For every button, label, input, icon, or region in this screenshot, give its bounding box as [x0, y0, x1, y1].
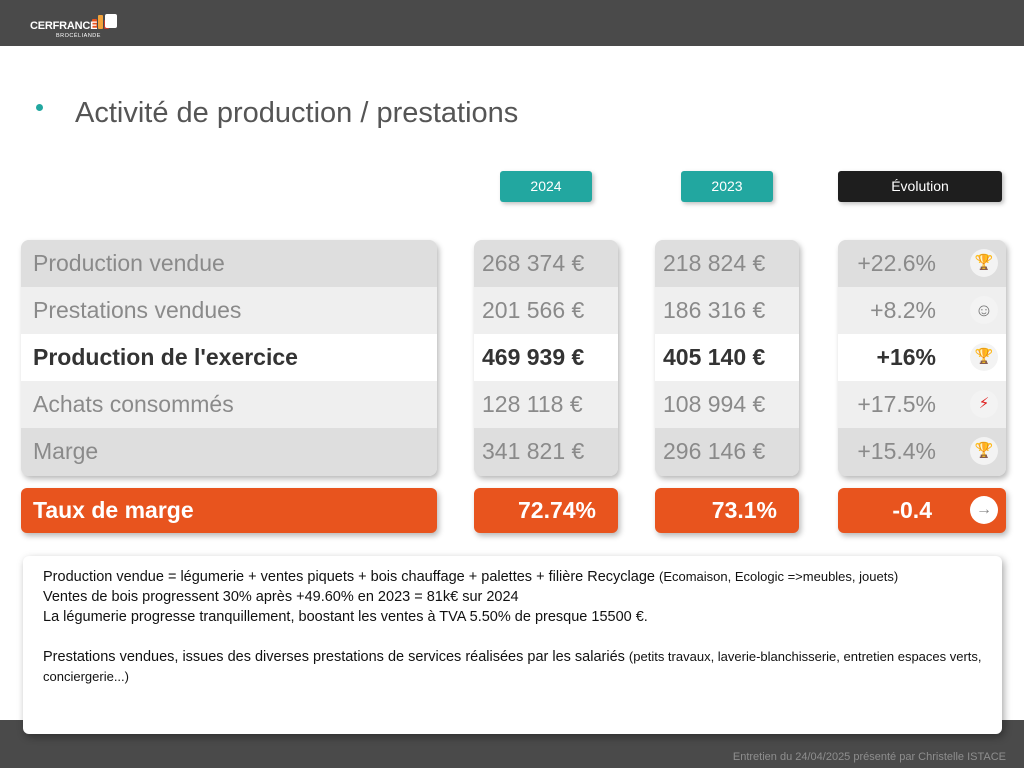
value-2024-marge: 341 821 € — [474, 428, 618, 476]
arrow-right-icon: → — [970, 496, 998, 524]
evolution-value: +15.4% — [857, 438, 936, 464]
evolution-production-vendue — [838, 240, 1006, 287]
top-bar — [0, 0, 1024, 46]
trophy-icon: 🏆 — [970, 343, 998, 371]
note-prestations-detail: (petits travaux, laverie-blanchisserie, entretien espaces verts, conciergerie...) — [43, 649, 982, 684]
footer-text: Entretien du 24/04/2025 présenté par Christelle ISTACE — [732, 751, 1006, 763]
logo-square-icon — [105, 14, 117, 28]
value-2024-production-exercice: 469 939 € — [474, 334, 618, 381]
logo-subtitle: BROCÉLIANDE — [56, 33, 101, 39]
note-recyclage-detail: (Ecomaison, Ecologic =>meubles, jouets) — [658, 569, 899, 584]
value-2023-achats-consommes: 108 994 € — [655, 381, 799, 428]
column-header-evolution: Évolution — [838, 171, 1002, 202]
value-2023-marge: 296 146 € — [655, 428, 799, 476]
bullet-icon — [36, 104, 43, 111]
evolution-prestations-vendues — [838, 287, 1006, 334]
taux-evolution-value: -0.4 — [892, 497, 932, 523]
label-achats-consommes: Achats consommés — [21, 381, 437, 428]
row-labels-column — [21, 240, 437, 476]
trophy-icon: 🏆 — [970, 249, 998, 277]
logo-bars-icon — [92, 5, 152, 29]
value-2023-production-vendue: 218 824 € — [655, 240, 799, 287]
evolution-value: +17.5% — [857, 391, 936, 417]
value-2023-prestations-vendues: 186 316 € — [655, 287, 799, 334]
evolution-value: +8.2% — [870, 297, 936, 323]
lightning-icon: ⚡ — [970, 390, 998, 418]
cerfrance-logo — [30, 5, 150, 41]
evolution-column — [838, 240, 1006, 476]
values-2023-column — [655, 240, 799, 476]
note-ventes-bois: Ventes de bois progressent 30% après +49.60% en 2023 = 81k€ sur 2024 — [43, 589, 519, 605]
taux-2023: 73.1% — [655, 488, 799, 533]
values-2024-column — [474, 240, 618, 476]
note-production-vendue: Production vendue = légumerie + ventes piquets + bois chauffage + palettes + filière Recyclage — [43, 569, 655, 585]
label-production-exercice: Production de l'exercice — [21, 334, 437, 381]
column-header-2024: 2024 — [500, 171, 592, 202]
value-2024-production-vendue: 268 374 € — [474, 240, 618, 287]
note-line-4 — [43, 647, 982, 687]
slide-title: Activité de production / prestations — [75, 97, 519, 129]
evolution-production-exercice — [838, 334, 1006, 381]
note-prestations-vendues: Prestations vendues, issues des diverses prestations de services réalisées par les salariés — [43, 649, 625, 665]
taux-label: Taux de marge — [21, 488, 437, 533]
evolution-value: +22.6% — [857, 250, 936, 276]
note-line-1 — [43, 567, 982, 587]
logo-name: CERFRANCE — [30, 20, 98, 32]
evolution-achats-consommes — [838, 381, 1006, 428]
label-prestations-vendues: Prestations vendues — [21, 287, 437, 334]
evolution-value: +16% — [876, 344, 936, 370]
value-2024-prestations-vendues: 201 566 € — [474, 287, 618, 334]
label-marge: Marge — [21, 428, 437, 476]
note-legumerie: La légumerie progresse tranquillement, boostant les ventes à TVA 5.50% de presque 15500 €. — [43, 609, 648, 625]
evolution-marge — [838, 428, 1006, 476]
label-production-vendue: Production vendue — [21, 240, 437, 287]
smiley-icon: ☺ — [970, 296, 998, 324]
notes-box — [23, 556, 1002, 734]
taux-evolution — [838, 488, 1006, 533]
column-header-2023: 2023 — [681, 171, 773, 202]
taux-2024: 72.74% — [474, 488, 618, 533]
trophy-icon: 🏆 — [970, 437, 998, 465]
value-2023-production-exercice: 405 140 € — [655, 334, 799, 381]
value-2024-achats-consommes: 128 118 € — [474, 381, 618, 428]
